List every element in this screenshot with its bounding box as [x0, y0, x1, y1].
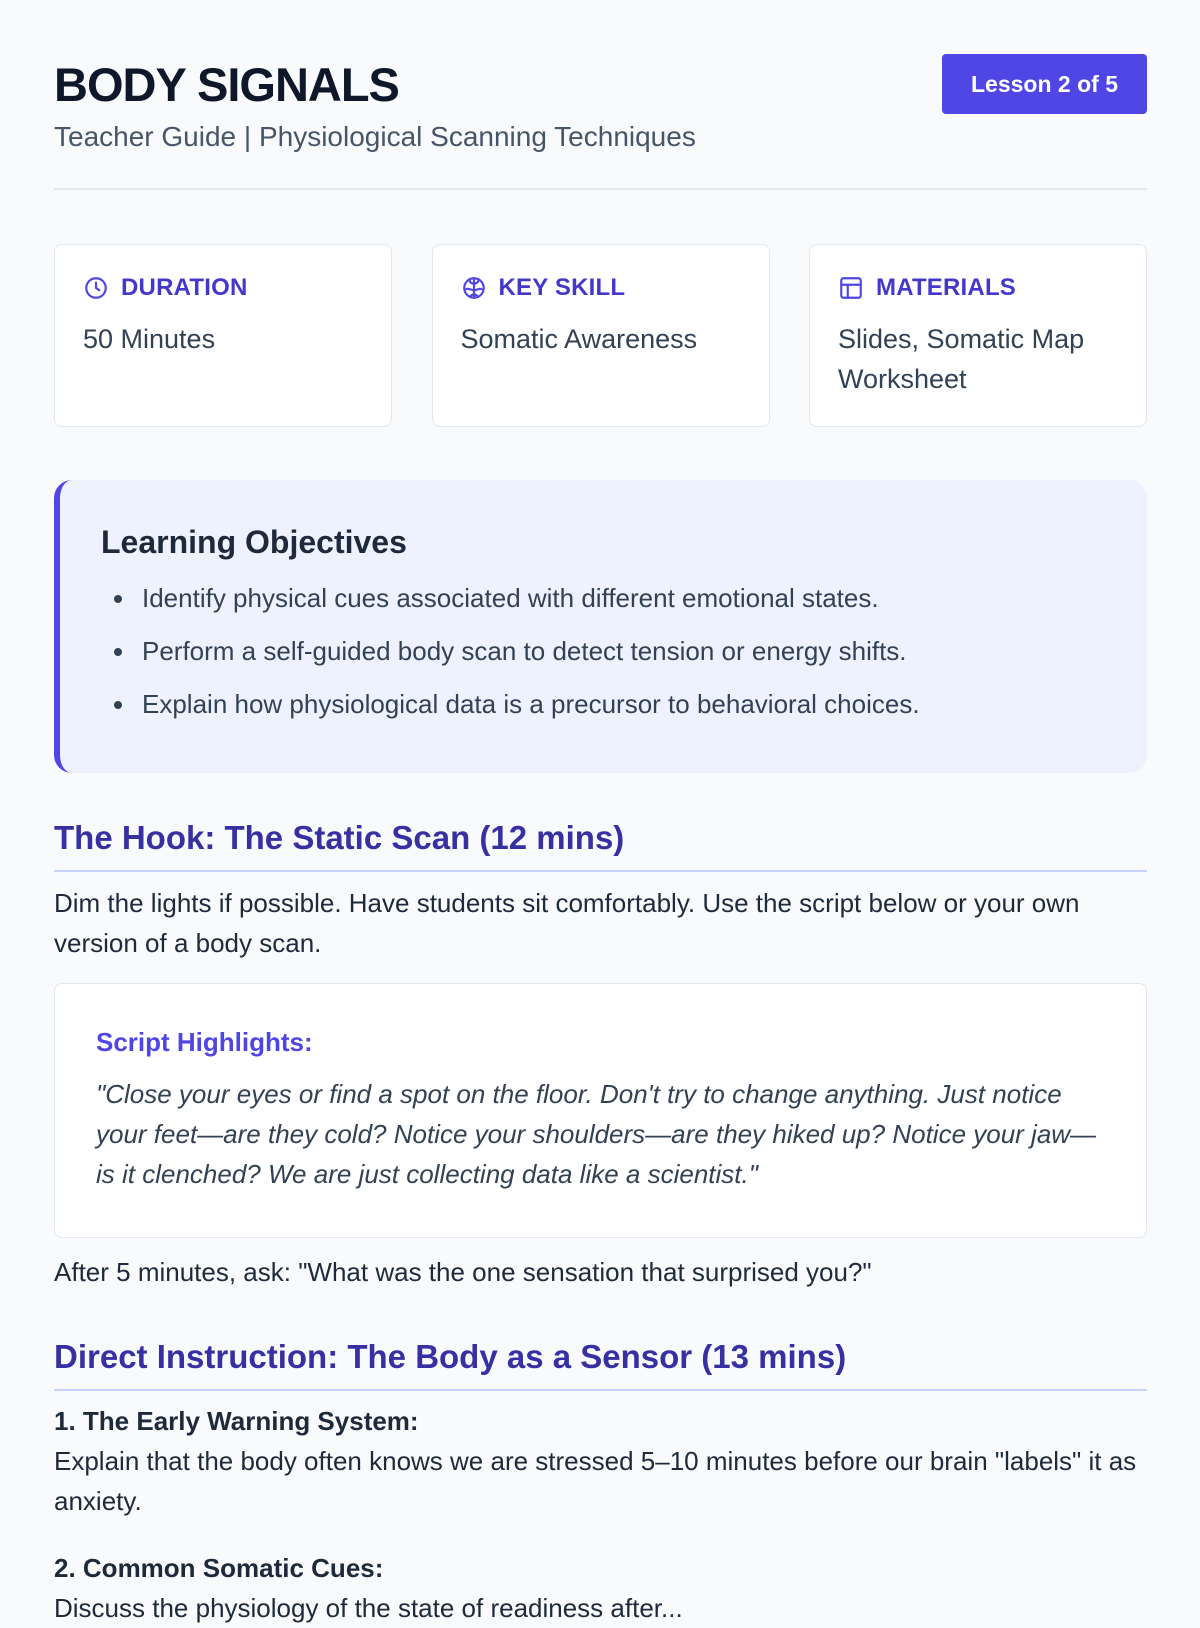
duration-card: [54, 244, 392, 427]
list-item: Explain how physiological data is a precursor to behavioral choices.: [101, 686, 1107, 722]
lesson-page: [54, 0, 1147, 1623]
point2-text: Discuss the physiology of the state of readiness after...: [54, 1593, 683, 1623]
hook-intro: Dim the lights if possible. Have students sit comfortably. Use the script below or your own version of a body scan.: [54, 888, 1080, 958]
card-value: Somatic Awareness: [460, 324, 698, 354]
point1-text: Explain that the body often knows we are stressed 5–10 minutes before our brain "labels" it as anxiety.: [54, 1446, 1137, 1516]
page-title: BODY SIGNALS: [54, 58, 399, 111]
hook-section-title: The Hook: The Static Scan (12 mins): [54, 818, 1147, 872]
page-subtitle: Teacher Guide | Physiological Scanning Techniques: [54, 121, 696, 152]
hook-followup: After 5 minutes, ask: "What was the one sensation that surprised you?": [54, 1257, 872, 1287]
direct-instruction-title: Direct Instruction: The Body as a Sensor (13 mins): [54, 1337, 1147, 1391]
card-label: DURATION: [121, 274, 248, 301]
materials-card: [809, 244, 1147, 427]
card-value: 50 Minutes: [83, 324, 216, 354]
script-highlights-box: [54, 983, 1147, 1238]
list-item: Identify physical cues associated with different emotional states.: [101, 580, 1107, 616]
learning-objectives: [54, 480, 1147, 773]
brain-icon: [461, 275, 487, 301]
script-label: Script Highlights:: [96, 1027, 313, 1057]
lesson-badge: Lesson 2 of 5: [942, 54, 1147, 114]
page-header: [54, 0, 1147, 190]
card-label: KEY SKILL: [498, 274, 626, 301]
key-skill-card: [432, 244, 770, 427]
list-item: Perform a self-guided body scan to detect tension or energy shifts.: [101, 633, 1107, 669]
card-value: Slides, Somatic Map Worksheet: [838, 324, 1085, 394]
layout-icon: [838, 275, 864, 301]
info-cards: [54, 244, 1147, 427]
clock-icon: [83, 275, 109, 301]
objectives-heading: Learning Objectives: [101, 524, 407, 560]
objectives-list: [101, 580, 1107, 722]
point2-heading: 2. Common Somatic Cues:: [54, 1553, 384, 1583]
card-label: MATERIALS: [876, 274, 1017, 301]
point1-heading: 1. The Early Warning System:: [54, 1406, 419, 1436]
script-text: "Close your eyes or find a spot on the floor. Don't try to change anything. Just notice your feet—are they cold? Notice your shoulders—are they hiked up? Notice your jaw—is it clenched? We are just collecting data like a scientist.": [96, 1079, 1097, 1189]
